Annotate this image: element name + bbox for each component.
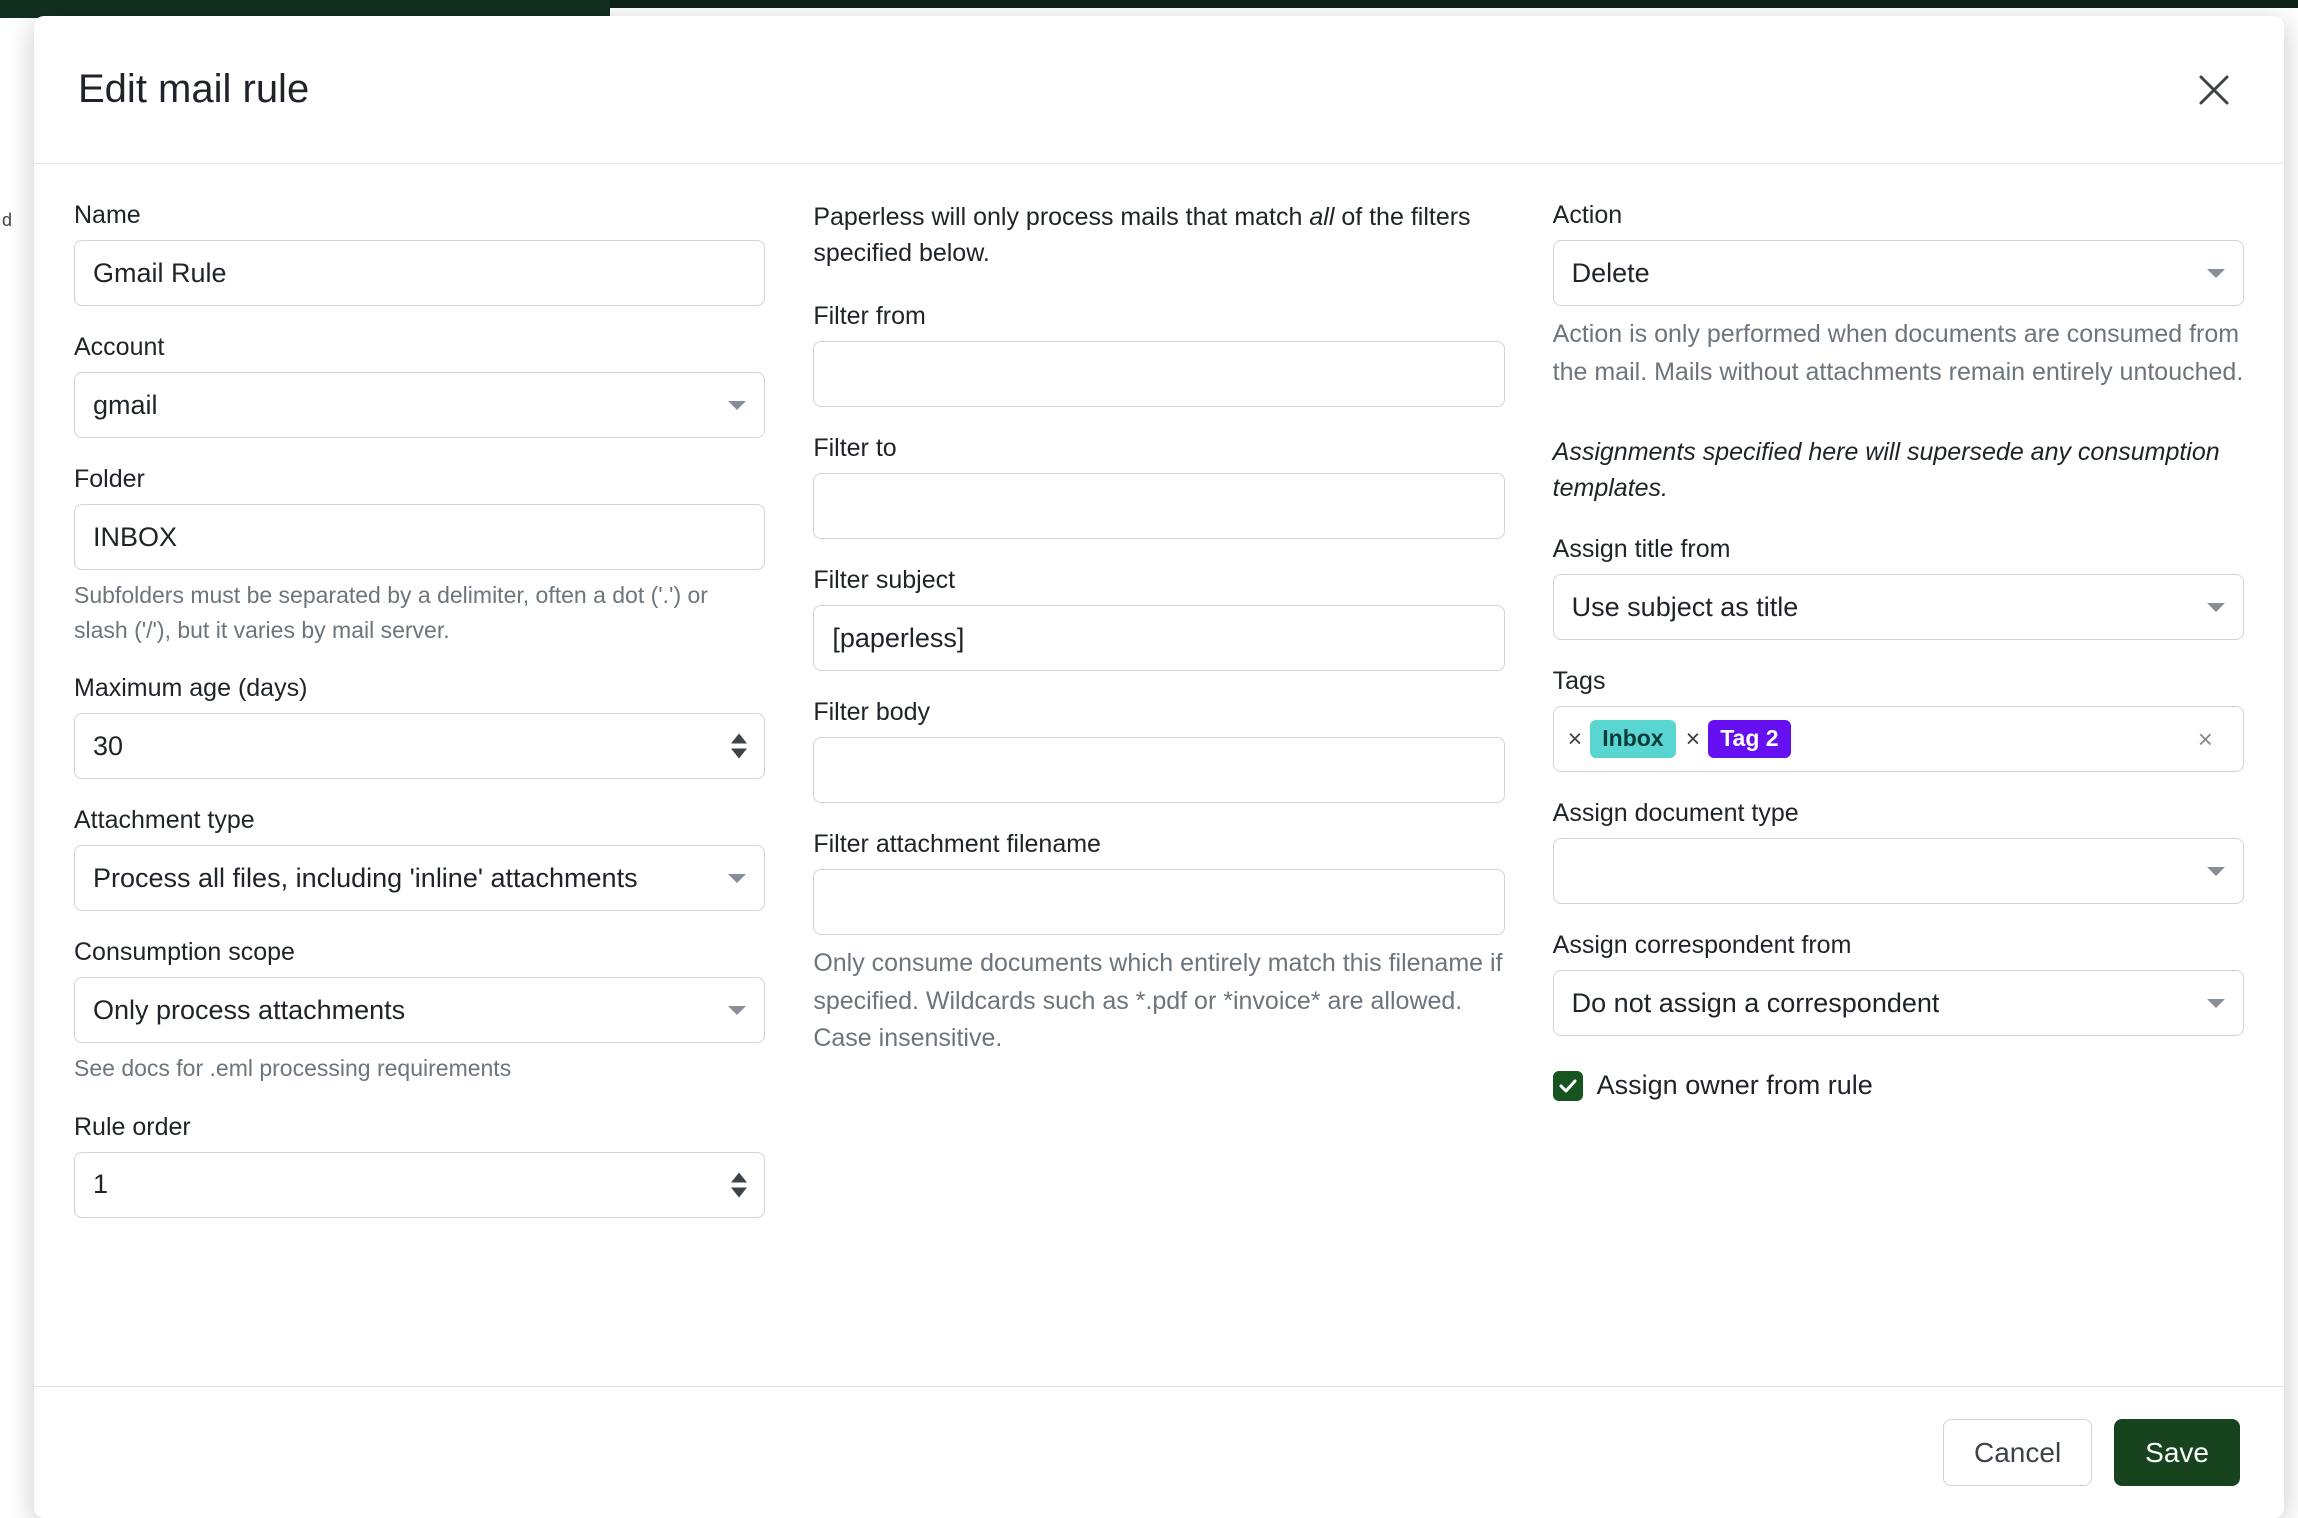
column-filters	[813, 200, 1504, 1386]
account-label: Account	[74, 333, 165, 361]
field-maximum-age	[74, 673, 765, 779]
tag-item	[1568, 720, 1676, 758]
filters-intro-a: Paperless will only process mails that match	[813, 203, 1310, 231]
edit-mail-rule-dialog	[34, 16, 2284, 1518]
action-select[interactable]	[1553, 240, 2244, 306]
assign-correspondent-from-select[interactable]	[1553, 970, 2244, 1036]
filter-subject-label: Filter subject	[813, 566, 956, 594]
assign-owner-label: Assign owner from rule	[1596, 1070, 1873, 1100]
tag-chip: Tag 2	[1708, 720, 1790, 758]
chevron-down-icon	[728, 401, 746, 410]
remove-tag-icon[interactable]: ×	[1685, 724, 1701, 753]
filters-intro-emphasis: all	[1309, 203, 1335, 231]
assign-correspondent-from-value: Do not assign a correspondent	[1571, 987, 1940, 1018]
save-button[interactable]: Save	[2114, 1419, 2240, 1487]
field-filter-subject	[813, 565, 1504, 671]
assign-title-from-label: Assign title from	[1552, 535, 1731, 563]
stepper-up-icon[interactable]	[731, 1172, 747, 1182]
action-help-text: Action is only performed when documents are consumed from the mail. Mails without attachments remain entirely untouched.	[1552, 320, 2244, 386]
field-filter-body	[813, 697, 1504, 803]
field-filter-from	[813, 301, 1504, 407]
filter-attachment-filename-input[interactable]	[813, 869, 1504, 935]
field-assign-title-from	[1553, 534, 2244, 640]
background-text: d	[2, 210, 13, 230]
assign-document-type-select[interactable]	[1553, 838, 2244, 904]
rule-order-input[interactable]: 1	[74, 1152, 765, 1218]
filter-to-label: Filter to	[813, 434, 897, 462]
tags-label: Tags	[1552, 667, 1606, 695]
assign-document-type-label: Assign document type	[1552, 799, 1799, 827]
chevron-down-icon	[2207, 269, 2225, 278]
action-value: Delete	[1571, 257, 1650, 288]
stepper-down-icon[interactable]	[731, 749, 747, 759]
assign-owner-row	[1553, 1070, 2244, 1101]
app-sidebar-strip	[0, 18, 34, 1518]
account-value: gmail	[93, 389, 158, 420]
name-label: Name	[74, 201, 141, 229]
close-icon[interactable]	[2188, 64, 2240, 116]
name-input[interactable]: Gmail Rule	[74, 240, 765, 306]
rule-order-spinner[interactable]	[731, 1172, 747, 1197]
field-rule-order	[74, 1112, 765, 1218]
rule-order-stepper	[74, 1152, 765, 1218]
maximum-age-stepper	[74, 713, 765, 779]
dialog-footer	[34, 1386, 2284, 1518]
filters-intro-b: of the filters specified below.	[813, 203, 1471, 267]
filter-attachment-filename-label: Filter attachment filename	[813, 830, 1101, 858]
field-consumption-scope	[74, 937, 765, 1086]
chevron-down-icon	[2207, 999, 2225, 1008]
field-assign-document-type	[1553, 798, 2244, 904]
field-action	[1553, 200, 2244, 391]
assign-correspondent-from-label: Assign correspondent from	[1552, 931, 1852, 959]
attachment-type-value: Process all files, including 'inline' attachments	[93, 862, 638, 893]
assign-title-from-value: Use subject as title	[1571, 591, 1799, 622]
field-assign-correspondent-from	[1553, 930, 2244, 1036]
dialog-body	[34, 164, 2284, 1386]
check-icon	[1558, 1076, 1578, 1096]
assign-title-from-select[interactable]	[1553, 574, 2244, 640]
app-topbar-strip-dark	[610, 0, 2298, 8]
field-filter-attachment-filename	[813, 829, 1504, 1058]
maximum-age-spinner[interactable]	[731, 734, 747, 759]
consumption-scope-select[interactable]	[74, 977, 765, 1043]
assignments-note: Assignments specified here will supersede any consumption templates.	[1552, 438, 2220, 502]
filter-body-input[interactable]	[813, 737, 1504, 803]
rule-order-label: Rule order	[74, 1112, 191, 1141]
stepper-down-icon[interactable]	[731, 1187, 747, 1197]
field-folder	[74, 464, 765, 647]
dialog-title: Edit mail rule	[78, 67, 310, 111]
filter-subject-input[interactable]: [paperless]	[813, 605, 1504, 671]
stepper-up-icon[interactable]	[731, 734, 747, 744]
filters-intro-text	[813, 200, 1504, 271]
field-tags	[1553, 666, 2244, 772]
action-label: Action	[1552, 201, 1623, 229]
attachment-type-label: Attachment type	[74, 806, 255, 834]
tags-controls	[2198, 726, 2231, 752]
remove-tag-icon[interactable]: ×	[1567, 724, 1583, 753]
chevron-down-icon	[2207, 603, 2225, 612]
chevron-down-icon	[728, 874, 746, 883]
field-attachment-type	[74, 805, 765, 911]
folder-input[interactable]: INBOX	[74, 504, 765, 570]
maximum-age-input[interactable]: 30	[74, 713, 765, 779]
field-filter-to	[813, 433, 1504, 539]
filter-attachment-filename-help-text: Only consume documents which entirely match this filename if specified. Wildcards such as *.pdf or *invoice* are allowed. Case insensitive.	[813, 949, 1503, 1052]
filter-from-label: Filter from	[813, 302, 926, 330]
consumption-scope-value: Only process attachments	[93, 994, 406, 1025]
filter-from-input[interactable]	[813, 341, 1504, 407]
assign-owner-checkbox[interactable]	[1553, 1071, 1583, 1101]
cancel-button[interactable]: Cancel	[1943, 1419, 2092, 1487]
account-select[interactable]	[74, 372, 765, 438]
chevron-down-icon	[2207, 867, 2225, 876]
filter-body-label: Filter body	[813, 698, 931, 726]
filter-to-input[interactable]	[813, 473, 1504, 539]
dialog-header	[34, 16, 2284, 164]
tag-item	[1686, 720, 1791, 758]
close-glyph	[2194, 70, 2234, 110]
folder-help-text: Subfolders must be separated by a delimiter, often a dot ('.') or slash ('/'), but it varies by mail server.	[74, 582, 708, 643]
tags-input[interactable]	[1553, 706, 2244, 772]
tag-chip: Inbox	[1590, 720, 1675, 758]
field-name	[74, 200, 765, 306]
column-actions	[1553, 200, 2244, 1386]
maximum-age-label: Maximum age (days)	[74, 674, 308, 702]
consumption-scope-help-text: See docs for .eml processing requirements	[74, 1055, 512, 1081]
folder-label: Folder	[74, 465, 145, 493]
attachment-type-select[interactable]	[74, 845, 765, 911]
field-account	[74, 332, 765, 438]
column-general	[74, 200, 765, 1386]
clear-all-icon[interactable]: ×	[2197, 724, 2213, 754]
chevron-down-icon	[728, 1006, 746, 1015]
consumption-scope-label: Consumption scope	[74, 938, 295, 966]
